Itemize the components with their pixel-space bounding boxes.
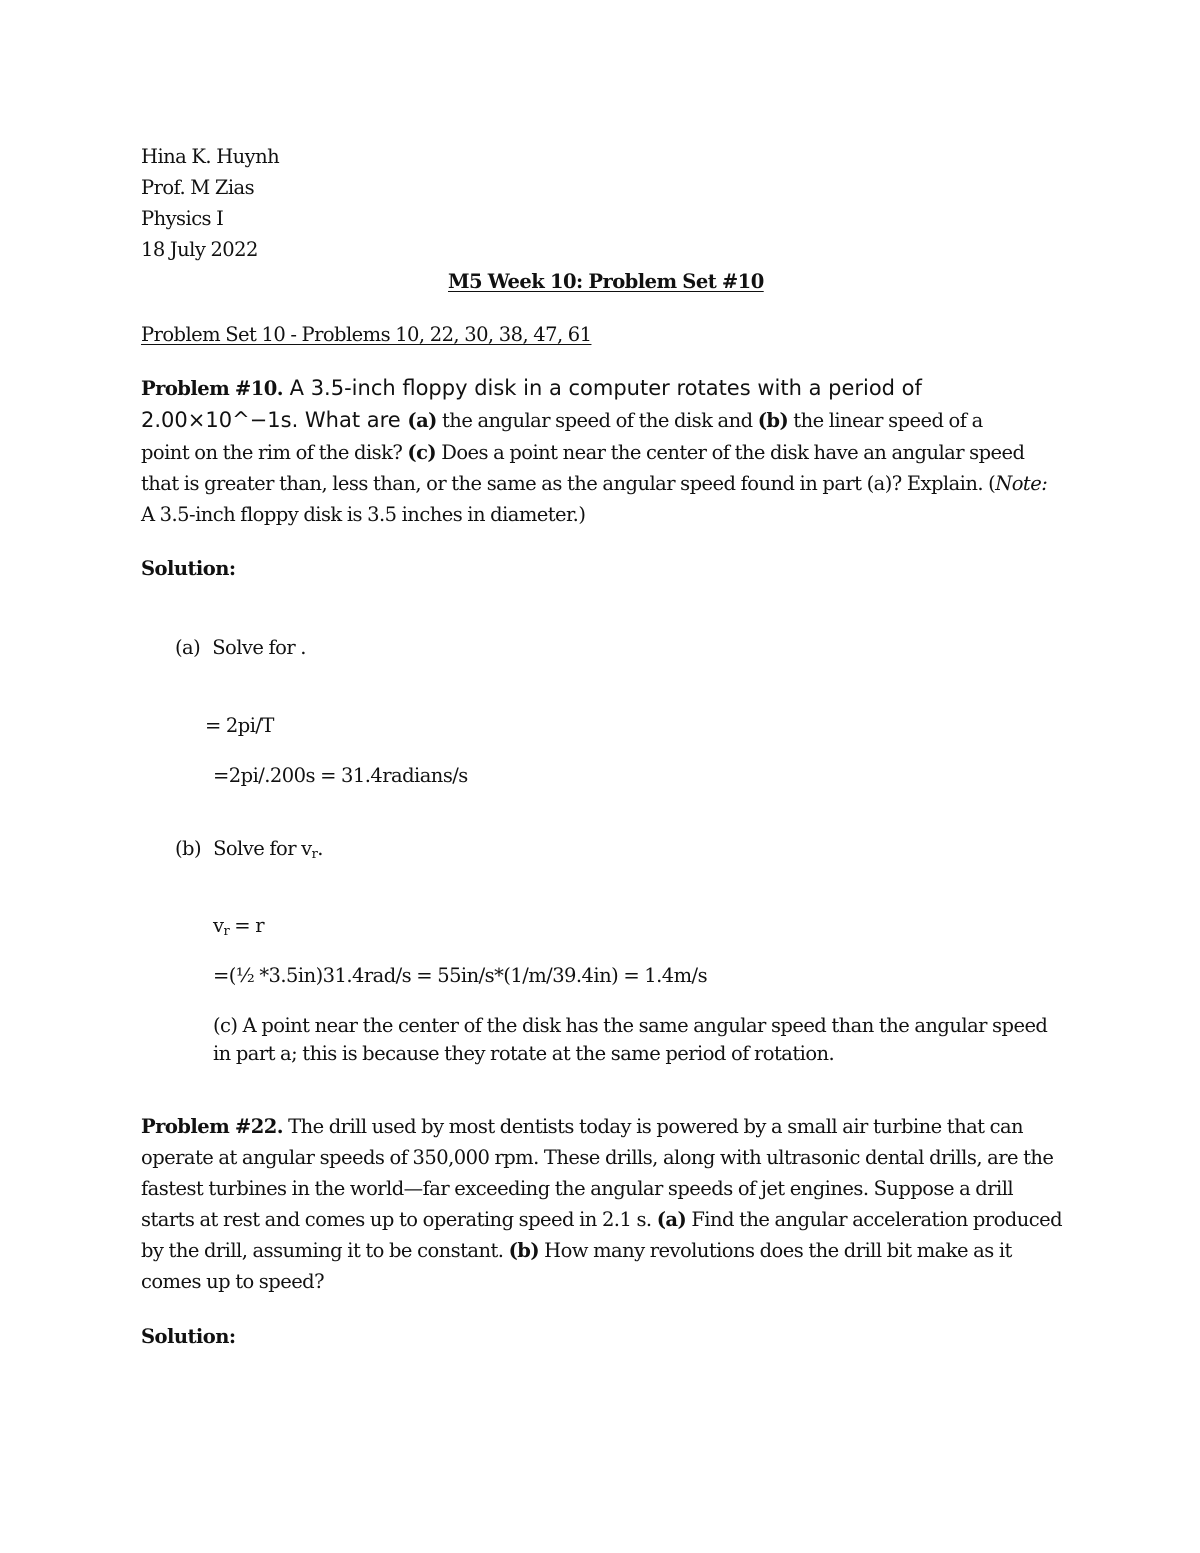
problem10-part-c-line1: (c) A point near the center of the disk has the same angular speed than the angular speed: [213, 1014, 1048, 1037]
problem10-line3-end: Does a point near the center of the disk have an angular speed: [436, 441, 1025, 464]
problem10-line1-text: A 3.5-inch floppy disk in a computer rotates with a period of: [282, 376, 922, 400]
problem22-solution-label: Solution:: [141, 1325, 236, 1348]
part-b-text: Solve for v: [213, 837, 312, 860]
problem10-label: Problem #10.: [141, 377, 283, 400]
equation-linear-speed-definition: [213, 910, 264, 947]
problem10-part-b: [175, 833, 323, 870]
problem10-part-c-line2: in part a; this is because they rotate at the same period of rotation.: [213, 1042, 835, 1065]
problem22-line3: fastest turbines in the world—far exceeding the angular speeds of jet engines. Suppose a drill: [141, 1177, 1014, 1200]
part-b-dot: .: [317, 837, 323, 860]
problem10-part-c-marker: (c): [407, 441, 437, 464]
problem22-line1-text: The drill used by most dentists today is powered by a small air turbine that can: [282, 1115, 1024, 1138]
problem22-part-a-marker: (a): [656, 1208, 687, 1231]
problem10-line3-start: point on the rim of the disk?: [141, 441, 408, 464]
professor-name: Prof. M Zias: [141, 176, 255, 199]
part-b-label: (b): [175, 837, 202, 860]
problem22-line2: operate at angular speeds of 350,000 rpm. These drills, along with ultrasonic dental drills, are the: [141, 1146, 1054, 1169]
course-name: Physics I: [141, 207, 224, 230]
problem22-line4-start: starts at rest and comes up to operating speed in 2.1 s.: [141, 1208, 657, 1231]
problem10-line1: [141, 373, 922, 404]
eq3-subscript: r: [223, 924, 230, 939]
eq3-v: v: [213, 914, 224, 937]
equation-linear-speed-result: =(½ *3.5in)31.4rad/s = 55in/s*(1/m/39.4in) = 1.4m/s: [213, 964, 708, 987]
problem10-line4-start: that is greater than, less than, or the same as the angular speed found in part (a)? Explain. (: [141, 472, 996, 495]
part-b-subscript: r: [311, 847, 318, 862]
problem10-part-a-marker: (a): [407, 409, 437, 432]
problem22-line5: [141, 1235, 1012, 1266]
problem22-label: Problem #22.: [141, 1115, 283, 1138]
problem10-line3: [141, 437, 1024, 468]
problem10-line2: [141, 405, 983, 436]
equation-omega-result: =2pi/.200s = 31.4radians/s: [213, 764, 468, 787]
problem22-line5-end: How many revolutions does the drill bit make as it: [539, 1239, 1012, 1262]
problem22-line1: [141, 1111, 1023, 1142]
problem-set-subtitle: Problem Set 10 - Problems 10, 22, 30, 38, 47, 61: [141, 323, 592, 346]
author-name: Hina K. Huynh: [141, 145, 280, 168]
problem10-part-a: [175, 632, 306, 663]
problem10-solution-label: Solution:: [141, 557, 236, 580]
problem10-period-text: 2.00×10^−1s. What are: [141, 408, 408, 432]
document-date: 18 July 2022: [141, 238, 258, 261]
problem22-line4-end: Find the angular acceleration produced: [686, 1208, 1063, 1231]
part-a-label: (a): [175, 636, 201, 659]
document-title: M5 Week 10: Problem Set #10: [448, 270, 764, 293]
problem22-line4: [141, 1204, 1062, 1235]
problem10-line2-end: the linear speed of a: [788, 409, 983, 432]
problem10-line4: [141, 468, 1047, 499]
eq3-rest: = r: [229, 914, 264, 937]
problem10-part-b-marker: (b): [757, 409, 789, 432]
part-a-text: Solve for .: [212, 636, 306, 659]
equation-omega-definition: = 2pi/T: [205, 714, 274, 737]
problem10-note-label: Note:: [995, 472, 1048, 495]
problem22-part-b-marker: (b): [508, 1239, 539, 1262]
problem22-line6: comes up to speed?: [141, 1270, 325, 1293]
problem22-line5-start: by the drill, assuming it to be constant.: [141, 1239, 509, 1262]
problem10-line2-rest: the angular speed of the disk and: [436, 409, 758, 432]
problem10-line5: A 3.5-inch floppy disk is 3.5 inches in diameter.): [141, 503, 586, 526]
